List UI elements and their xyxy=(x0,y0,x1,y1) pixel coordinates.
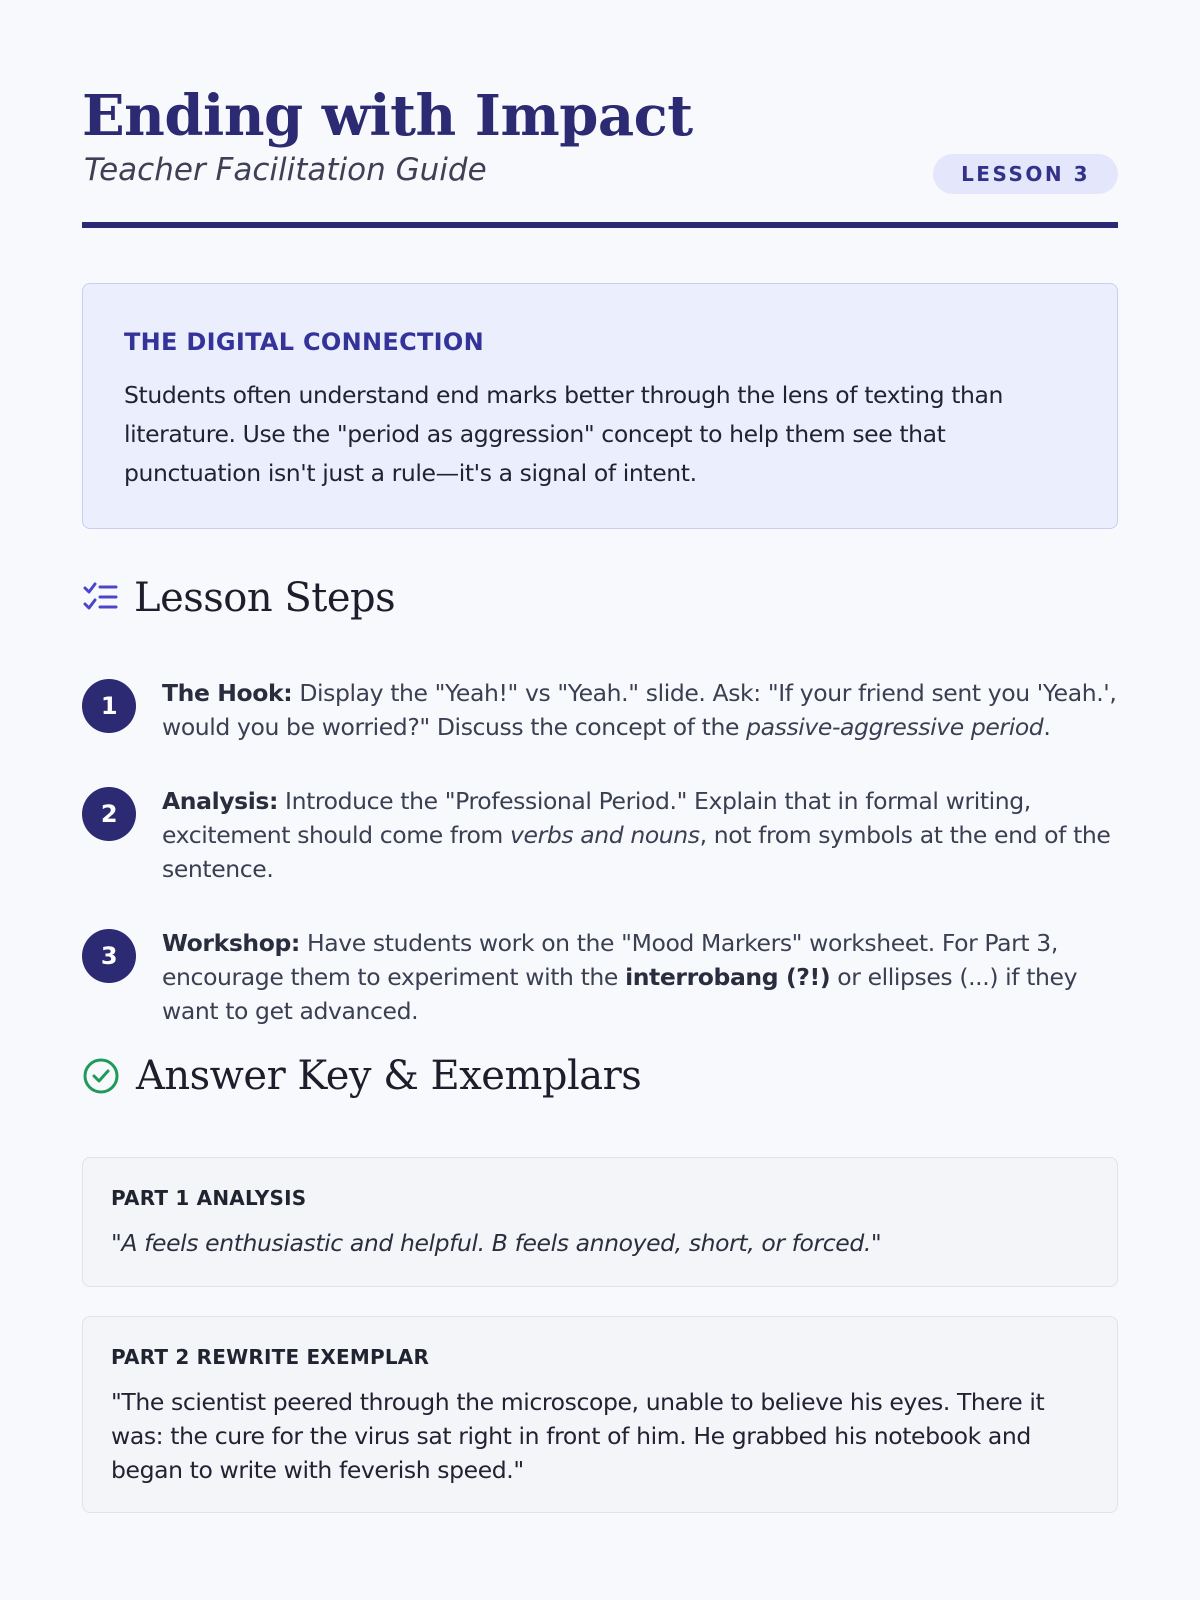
step-strong: interrobang (?!) xyxy=(625,963,831,991)
list-item xyxy=(82,676,1118,744)
page-title: Ending with Impact xyxy=(82,83,693,149)
answer-card xyxy=(82,1157,1118,1287)
step-text: Have students work on the "Mood Markers" worksheet. For Part 3, encourage them to experiment with the xyxy=(162,929,1058,991)
step-text-end: , not from symbols at the end of the sentence. xyxy=(162,821,1111,883)
callout-body: Students often understand end marks better through the lens of texting than literature. Use the "period as aggression" concept to help them see that punctuation isn't just a rule—it's a signal of intent. xyxy=(124,381,1004,487)
answer-card xyxy=(82,1316,1118,1513)
step-number-badge: 3 xyxy=(82,929,136,983)
header-divider xyxy=(82,222,1118,228)
answer-key-title: Answer Key & Exemplars xyxy=(136,1053,642,1099)
step-text-end: or ellipses (...) if they want to get advanced. xyxy=(162,963,1078,1025)
answer-text: "The scientist peered through the microscope, unable to believe his eyes. There it was: the cure for the virus sat right in front of him. He grabbed his notebook and began to write with feverish speed." xyxy=(111,1388,1045,1484)
digital-connection-callout xyxy=(82,283,1118,529)
step-label: Analysis: xyxy=(162,787,278,815)
step-text: Introduce the "Professional Period." Explain that in formal writing, excitement should come from xyxy=(162,787,1031,849)
lesson-badge: LESSON 3 xyxy=(933,154,1118,194)
answer-key-heading xyxy=(82,1053,641,1099)
list-item xyxy=(82,784,1118,886)
lesson-steps-heading xyxy=(82,575,395,621)
step-text: Display the "Yeah!" vs "Yeah." slide. Ask: "If your friend sent you 'Yeah.', would you be worried?" Discuss the concept of the xyxy=(162,679,1117,741)
checklist-icon xyxy=(82,580,118,616)
answer-text: "A feels enthusiastic and helpful. B feels annoyed, short, or forced." xyxy=(111,1229,882,1257)
step-number-badge: 2 xyxy=(82,787,136,841)
answer-label: PART 1 ANALYSIS xyxy=(111,1186,307,1210)
step-emphasis: passive-aggressive period xyxy=(746,713,1044,741)
answer-label: PART 2 REWRITE EXEMPLAR xyxy=(111,1345,430,1369)
step-label: Workshop: xyxy=(162,929,300,957)
step-label: The Hook: xyxy=(162,679,293,707)
page-subtitle: Teacher Facilitation Guide xyxy=(84,152,487,188)
step-text-end: . xyxy=(1043,713,1051,741)
check-circle-icon xyxy=(82,1057,120,1095)
step-emphasis: verbs and nouns xyxy=(510,821,700,849)
callout-heading: THE DIGITAL CONNECTION xyxy=(124,328,485,356)
lesson-steps-title: Lesson Steps xyxy=(134,575,396,621)
list-item xyxy=(82,926,1118,1028)
lesson-steps-list xyxy=(82,676,1118,1028)
page-header xyxy=(82,80,1118,230)
step-number-badge: 1 xyxy=(82,679,136,733)
